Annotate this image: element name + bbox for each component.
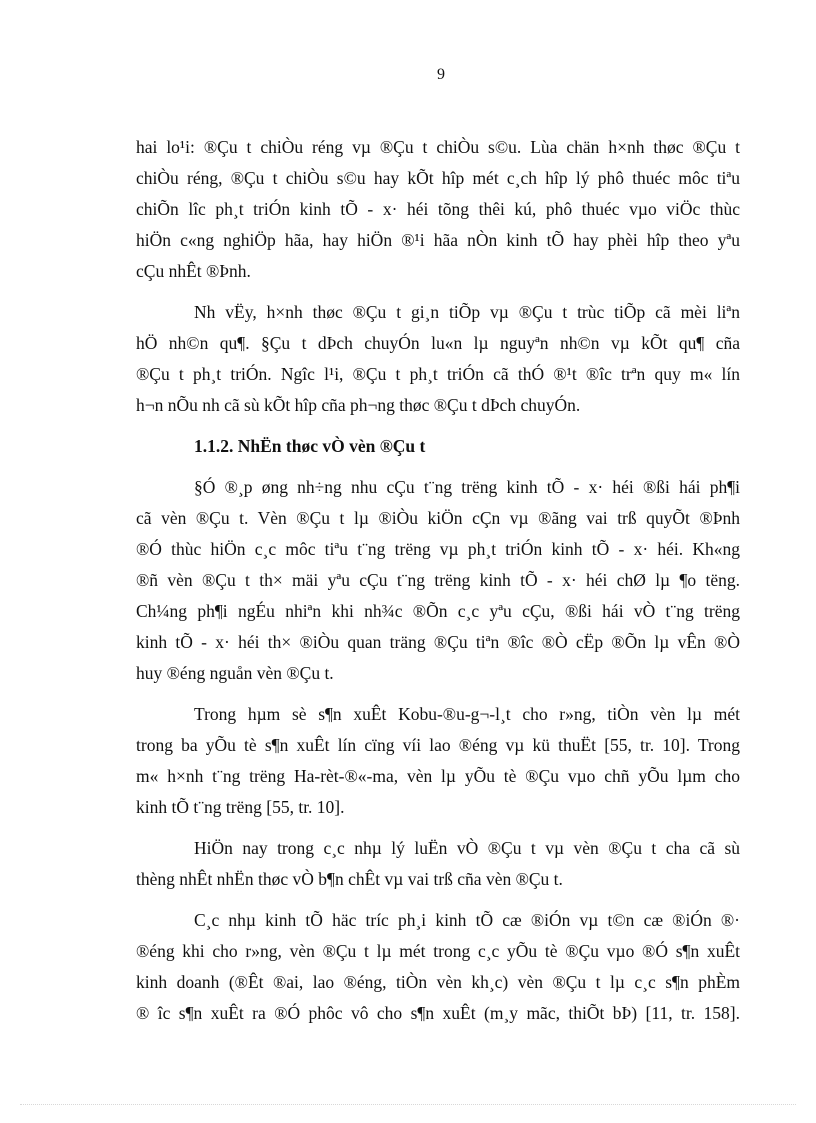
text-line: m« h×nh t¨ng trëng Ha-rèt-®«-ma, vèn lµ yÕu tè ®Çu vµo chñ yÕu lµm cho bbox=[136, 766, 740, 786]
text-line: thèng nhÊt nhËn thøc vÒ b¶n chÊt vµ vai trß cña vèn ®Çu t. bbox=[136, 869, 563, 889]
text-line: hÖ nh©n qu¶. §Çu t dÞch chuyÓn lu«n lµ nguyªn nh©n vµ kÕt qu¶ cña bbox=[136, 333, 740, 353]
document-body bbox=[136, 132, 740, 1039]
text-line: huy ®éng nguån vèn ®Çu t. bbox=[136, 663, 334, 683]
text-line: kinh tÕ - x· héi th× ®iÒu quan träng ®Çu tiªn ®îc ®Ò cËp ®Õn lµ vÊn ®Ò bbox=[136, 632, 740, 652]
text-line: kinh doanh (®Êt ®ai, lao ®éng, tiÒn vèn kh¸c) vèn ®Çu t lµ c¸c s¶n phÈm bbox=[136, 972, 740, 992]
text-line: ®ñ vèn ®Çu t th× mäi yªu cÇu t¨ng trëng kinh tÕ - x· héi chØ lµ ¶o tëng. bbox=[136, 570, 740, 590]
page-number: 9 bbox=[437, 66, 445, 83]
paragraph-1 bbox=[136, 132, 740, 287]
page-bottom-divider bbox=[20, 1104, 796, 1105]
text-line: hai lo¹i: ®Çu t chiÒu réng vµ ®Çu t chiÒu s©u. Lùa chän h×nh thøc ®Çu t bbox=[136, 137, 740, 157]
text-line: ® îc s¶n xuÊt ra ®Ó phôc vô cho s¶n xuÊt (m¸y mãc, thiÕt bÞ) [11, tr. 158]. bbox=[136, 1003, 740, 1023]
text-line: Trong hµm sè s¶n xuÊt Kobu-®u-g¬-l¸t cho r»ng, tiÒn vèn lµ mét bbox=[194, 704, 740, 724]
text-line: §Ó ®¸p øng nh÷ng nhu cÇu t¨ng trëng kinh tÕ - x· héi ®ßi hái ph¶i bbox=[194, 477, 740, 497]
text-line: hiÖn c«ng nghiÖp hãa, hay hiÖn ®¹i hãa nÒn kinh tÕ hay phèi hîp theo yªu bbox=[136, 230, 740, 250]
paragraph-2 bbox=[136, 297, 740, 421]
paragraph-3 bbox=[136, 472, 740, 689]
text-line: kinh tÕ t¨ng trëng [55, tr. 10]. bbox=[136, 797, 345, 817]
text-line: trong ba yÕu tè s¶n xuÊt lín cïng víi lao ®éng vµ kü thuËt [55, tr. 10]. Trong bbox=[136, 735, 740, 755]
section-heading bbox=[136, 431, 740, 462]
text-line: ®éng khi cho r»ng, vèn ®Çu t lµ mét trong c¸c yÕu tè ®Çu vµo ®Ó s¶n xuÊt bbox=[136, 941, 740, 961]
text-line: C¸c nhµ kinh tÕ häc tríc ph¸i kinh tÕ cæ ®iÓn vµ t©n cæ ®iÓn ®· bbox=[194, 910, 740, 930]
text-line: chiÕn lîc ph¸t triÓn kinh tÕ - x· héi tõng thêi kú, phô thuéc vµo viÖc thùc bbox=[136, 199, 740, 219]
text-line: cã vèn ®Çu t. Vèn ®Çu t lµ ®iÒu kiÖn cÇn vµ ®ãng vai trß quyÕt ®Þnh bbox=[136, 508, 740, 528]
paragraph-5 bbox=[136, 833, 740, 895]
text-line: HiÖn nay trong c¸c nhµ lý luËn vÒ ®Çu t vµ vèn ®Çu t cha cã sù bbox=[194, 838, 740, 858]
paragraph-6 bbox=[136, 905, 740, 1029]
heading-text: 1.1.2. NhËn thøc vÒ vèn ®Çu t bbox=[194, 436, 426, 456]
paragraph-4 bbox=[136, 699, 740, 823]
text-line: cÇu nhÊt ®Þnh. bbox=[136, 261, 251, 281]
text-line: Ch¼ng ph¶i ngÉu nhiªn khi nh¾c ®Õn c¸c yªu cÇu, ®ßi hái vÒ t¨ng trëng bbox=[136, 601, 740, 621]
text-line: h¬n nÕu nh cã sù kÕt hîp cña ph¬ng thøc ®Çu t dÞch chuyÓn. bbox=[136, 395, 581, 415]
text-line: ®Ó thùc hiÖn c¸c môc tiªu t¨ng trëng vµ ph¸t triÓn kinh tÕ - x· héi. Kh«ng bbox=[136, 539, 740, 559]
text-line: chiÒu réng, ®Çu t chiÒu s©u hay kÕt hîp mét c¸ch hîp lý phô thuéc môc tiªu bbox=[136, 168, 740, 188]
text-line: ®Çu t ph¸t triÓn. Ngîc l¹i, ®Çu t ph¸t triÓn cã thÓ ®¹t ®îc trªn quy m« lín bbox=[136, 364, 740, 384]
text-line: Nh vËy, h×nh thøc ®Çu t gi¸n tiÕp vµ ®Çu t trùc tiÕp cã mèi liªn bbox=[194, 302, 740, 322]
